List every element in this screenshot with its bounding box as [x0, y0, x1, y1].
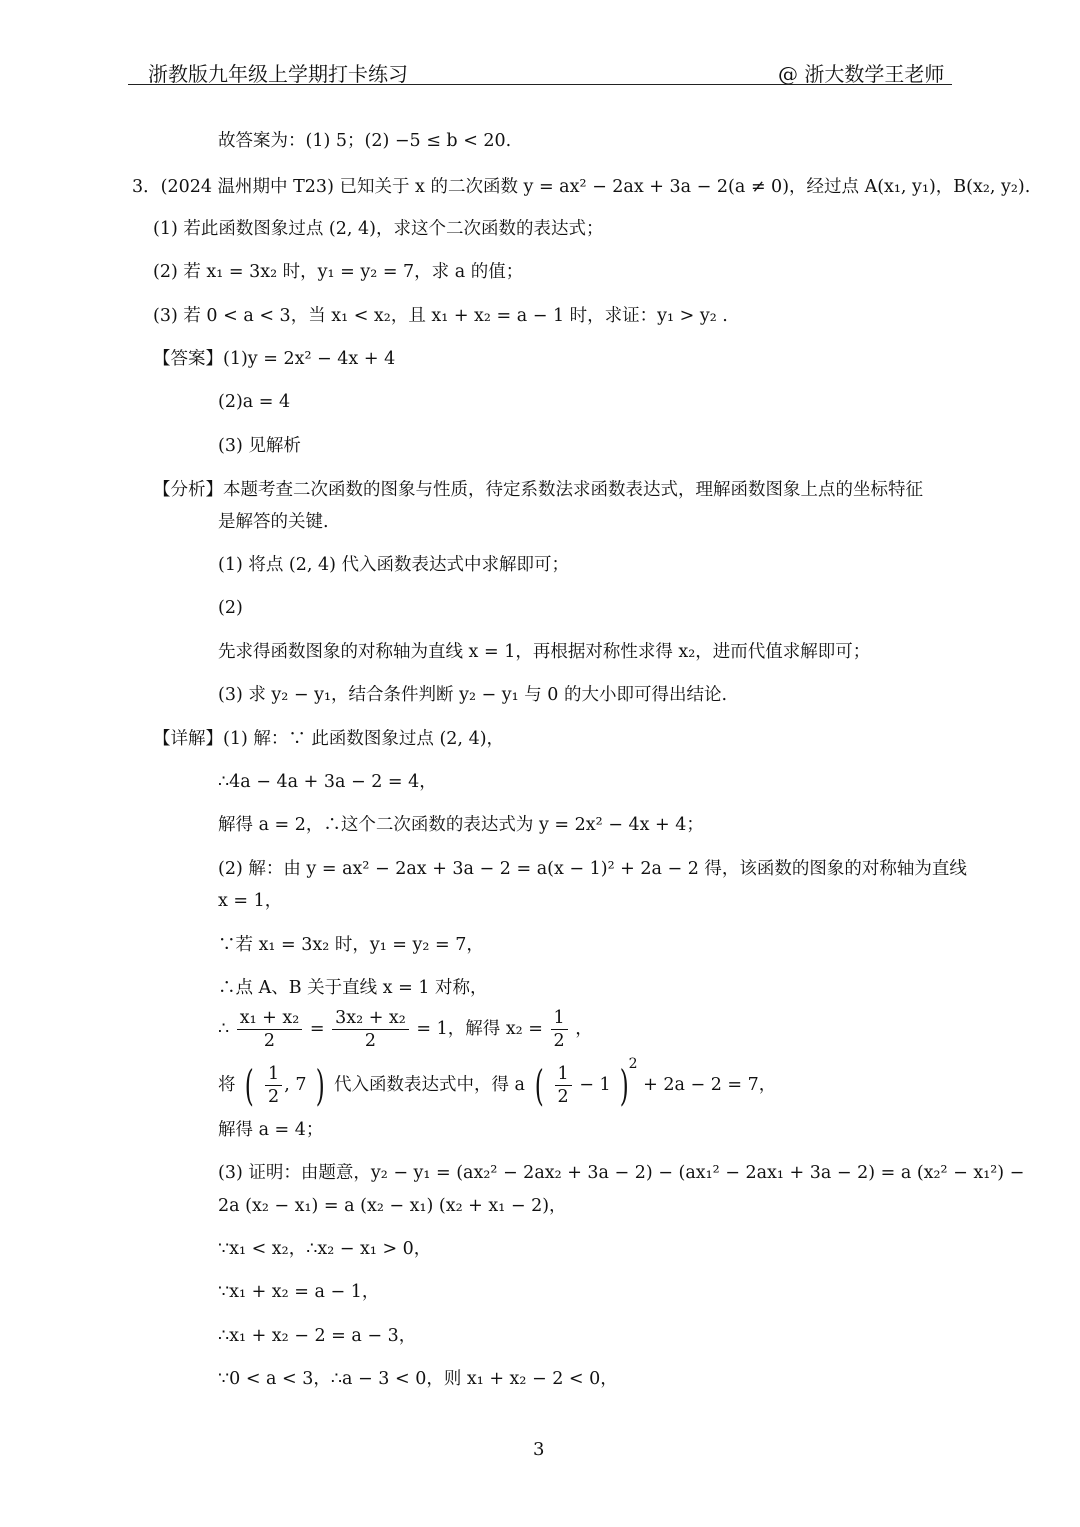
- substitution-lead: 将: [218, 1075, 236, 1095]
- header-rule: [128, 84, 952, 85]
- solution-line-5: x = 1，: [218, 891, 283, 911]
- proof-line-4: ∵x₁ + x₂ = a − 1，: [218, 1282, 380, 1302]
- solution-line-1: 【详解】(1) 解：∵ 此函数图象过点 (2, 4)，: [153, 729, 505, 749]
- analysis-part-2: 先求得函数图象的对称轴为直线 x = 1，再根据对称性求得 x₂，进而代值求解即可；: [218, 642, 871, 662]
- substitution-equation: [218, 1056, 777, 1110]
- inner-fraction: [555, 1063, 572, 1108]
- header-left: 浙教版九年级上学期打卡练习: [148, 62, 408, 86]
- question-part-3: (3) 若 0 < a < 3，当 x₁ < x₂，且 x₁ + x₂ = a − 1 时，求证：y₁ > y₂ .: [153, 306, 728, 326]
- fraction-2-denominator: 2: [364, 1031, 377, 1051]
- fraction-1: [237, 1007, 303, 1052]
- answer-line-2: (2)a = 4: [218, 392, 291, 412]
- square-exponent: 2: [628, 1056, 638, 1072]
- proof-line-2: 2a (x₂ − x₁) = a (x₂ − x₁) (x₂ + x₁ − 2)，: [218, 1196, 567, 1216]
- solution-line-8: 解得 a = 4；: [218, 1120, 324, 1140]
- analysis-line-2: 是解答的关键.: [218, 512, 329, 532]
- analysis-part-3: (3) 求 y₂ − y₁，结合条件判断 y₂ − y₁ 与 0 的大小即可得出结论.: [218, 685, 728, 705]
- therefore-symbol: ∴: [218, 1019, 230, 1039]
- page-number: 3: [533, 1439, 545, 1460]
- analysis-part-2-label: (2): [218, 598, 243, 618]
- solution-line-7: ∴点 A、B 关于直线 x = 1 对称，: [218, 978, 488, 998]
- inner-minus: − 1: [579, 1075, 611, 1095]
- fraction-2-numerator: 3x₂ + x₂: [332, 1007, 409, 1030]
- point-fraction: [265, 1063, 282, 1108]
- equation-tail: = 1，解得 x₂ =: [416, 1019, 543, 1039]
- question-stem: 3．(2024 温州期中 T23) 已知关于 x 的二次函数 y = ax² − 2ax + 3a − 2(a ≠ 0)，经过点 A(x₁, y₁)，B(x₂, y₂).: [132, 177, 1031, 197]
- analysis-part-1: (1) 将点 (2, 4) 代入函数表达式中求解即可；: [218, 555, 570, 575]
- right-paren: ): [315, 1060, 325, 1110]
- solution-line-2: ∴4a − 4a + 3a − 2 = 4，: [218, 772, 437, 792]
- fraction-2: [332, 1007, 409, 1052]
- right-paren-2: ): [619, 1060, 629, 1110]
- answer-line-1: 【答案】(1)y = 2x² − 4x + 4: [153, 349, 396, 369]
- solution-line-4: (2) 解：由 y = ax² − 2ax + 3a − 2 = a(x − 1)² + 2a − 2 得，该函数的图象的对称轴为直线: [218, 859, 967, 879]
- fraction-1-numerator: x₁ + x₂: [237, 1007, 303, 1030]
- equals-sign: =: [309, 1019, 325, 1039]
- substitution-tail: + 2a − 2 = 7，: [643, 1075, 777, 1095]
- analysis-line-1: 【分析】本题考查二次函数的图象与性质，待定系数法求函数表达式，理解函数图象上点的坐标特征: [153, 480, 923, 500]
- point-fraction-numerator: 1: [265, 1063, 282, 1086]
- inner-fraction-denominator: 2: [557, 1087, 569, 1107]
- answer-line-3: (3) 见解析: [218, 436, 301, 456]
- fraction-1-denominator: 2: [263, 1031, 276, 1051]
- substitution-text: 代入函数表达式中，得 a: [334, 1075, 525, 1095]
- point-y: , 7: [284, 1075, 307, 1095]
- proof-line-3: ∵x₁ < x₂，∴x₂ − x₁ > 0，: [218, 1239, 432, 1259]
- solution-line-3: 解得 a = 2，∴这个二次函数的表达式为 y = 2x² − 4x + 4；: [218, 815, 704, 835]
- fraction-3-denominator: 2: [553, 1031, 565, 1051]
- proof-line-1: (3) 证明：由题意，y₂ − y₁ = (ax₂² − 2ax₂ + 3a − 2) − (ax₁² − 2ax₁ + 3a − 2) = a (x₂² − x₁²) −: [218, 1163, 1025, 1183]
- fraction-3: [551, 1007, 568, 1052]
- proof-line-5: ∴x₁ + x₂ − 2 = a − 3，: [218, 1326, 417, 1346]
- question-part-1: (1) 若此函数图象过点 (2, 4)，求这个二次函数的表达式；: [153, 219, 604, 239]
- inner-fraction-numerator: 1: [555, 1063, 572, 1086]
- point-fraction-denominator: 2: [268, 1087, 280, 1107]
- proof-line-6: ∵0 < a < 3，∴a − 3 < 0，则 x₁ + x₂ − 2 < 0，: [218, 1369, 618, 1389]
- left-paren-2: (: [534, 1060, 544, 1110]
- answer-summary: 故答案为：(1) 5；(2) −5 ≤ b < 20.: [218, 131, 512, 151]
- header-right: @ 浙大数学王老师: [778, 62, 945, 86]
- left-paren: (: [244, 1060, 254, 1110]
- fraction-equation: [218, 1007, 593, 1052]
- question-part-2: (2) 若 x₁ = 3x₂ 时，y₁ = y₂ = 7，求 a 的值；: [153, 262, 524, 282]
- equation-end: ，: [575, 1019, 593, 1039]
- fraction-3-numerator: 1: [551, 1007, 568, 1030]
- solution-line-6: ∵若 x₁ = 3x₂ 时，y₁ = y₂ = 7，: [218, 935, 484, 955]
